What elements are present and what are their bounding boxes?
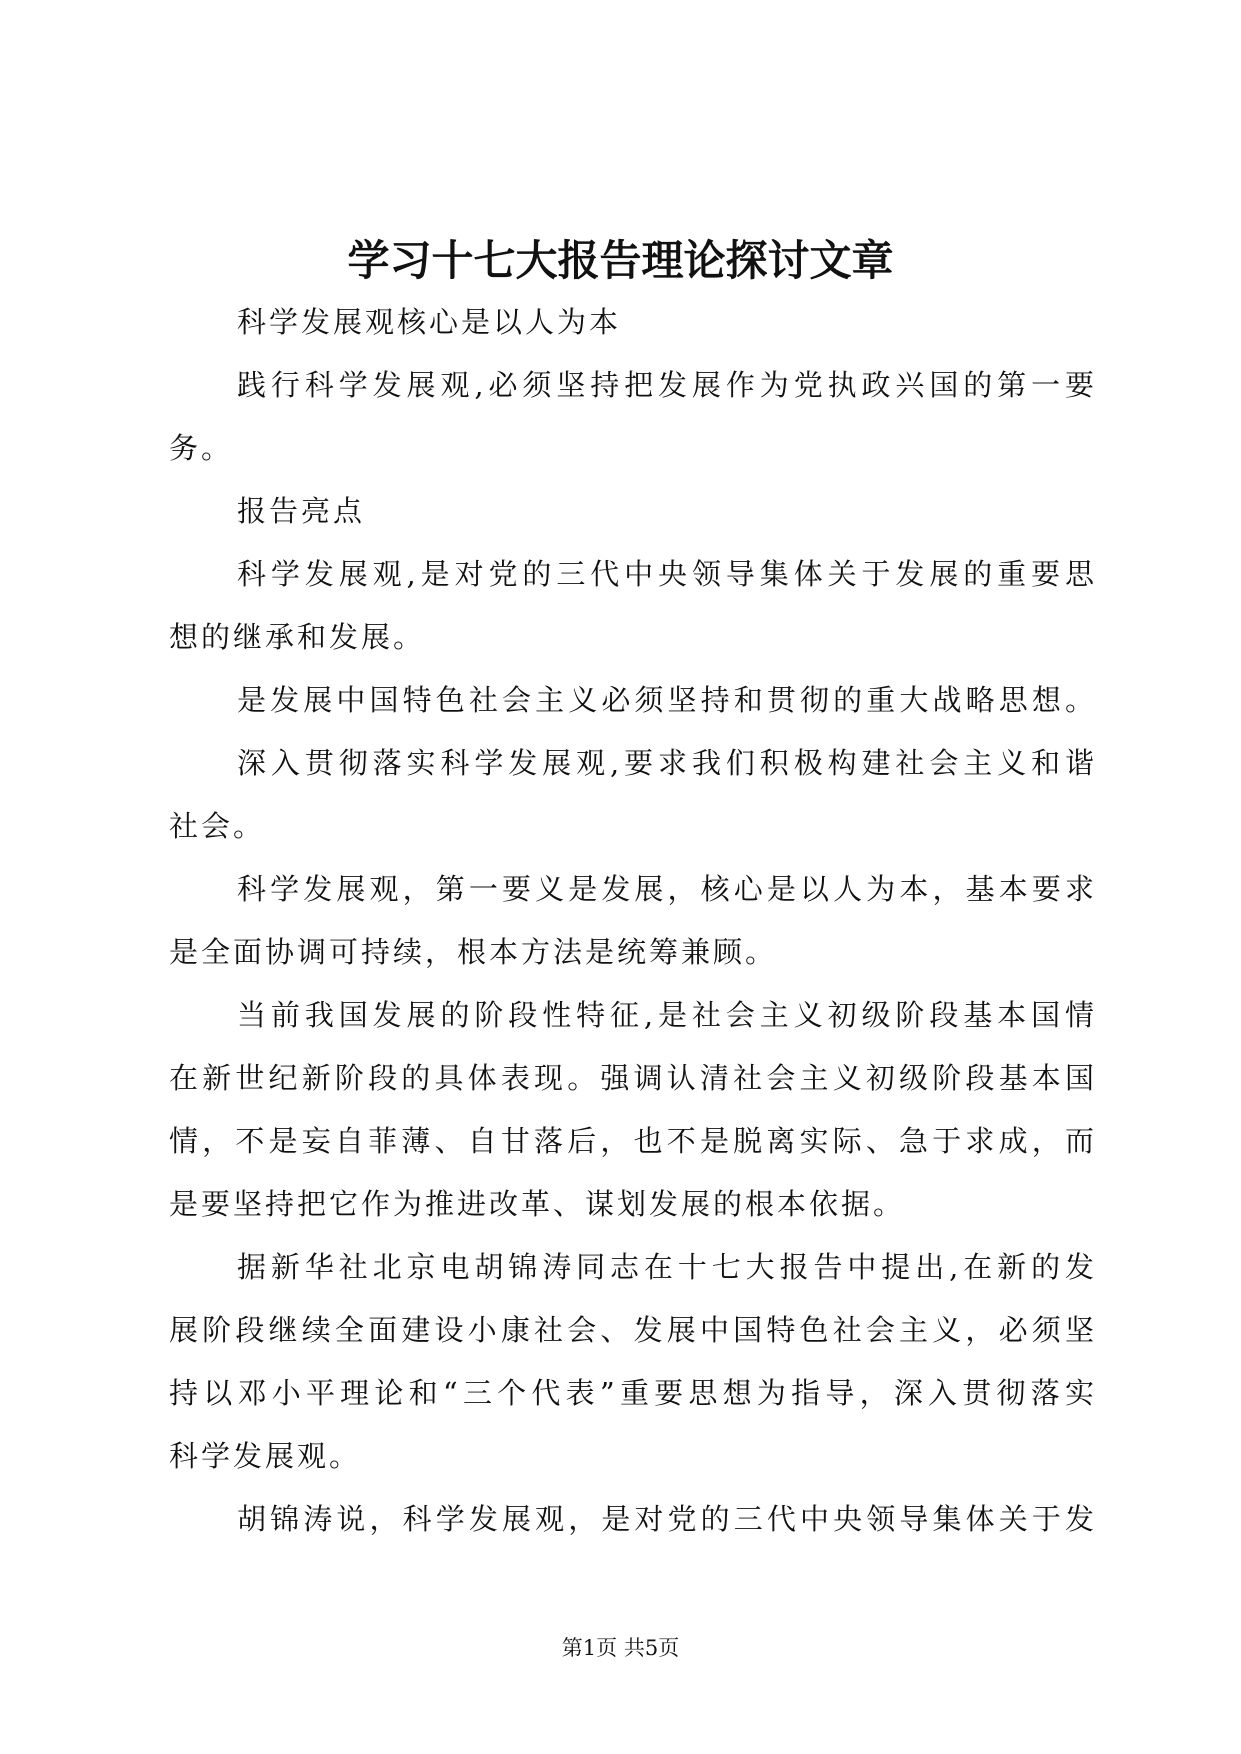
text-line: 务。: [169, 431, 234, 465]
text-line: 是全面协调可持续，根本方法是统筹兼顾。: [169, 935, 778, 969]
text-line: 展阶段继续全面建设小康社会、发展中国特色社会主义，必须坚: [169, 1313, 1094, 1347]
text-line: 社会。: [169, 809, 266, 843]
text-line: 据新华社北京电胡锦涛同志在十七大报告中提出,在新的发: [237, 1250, 1094, 1284]
text-line: 情，不是妄自菲薄、自甘落后，也不是脱离实际、急于求成，而: [169, 1124, 1094, 1158]
text-line: 是发展中国特色社会主义必须坚持和贯彻的重大战略思想。: [237, 683, 1094, 717]
text-line: 持以邓小平理论和“三个代表”重要思想为指导，深入贯彻落实: [169, 1376, 1094, 1410]
text-line: 深入贯彻落实科学发展观,要求我们积极构建社会主义和谐: [237, 746, 1094, 780]
text-line: 科学发展观,是对党的三代中央领导集体关于发展的重要思: [237, 557, 1094, 591]
page-footer: 第1页 共5页: [561, 1636, 680, 1660]
text-line: 想的继承和发展。: [169, 620, 426, 654]
text-line: 胡锦涛说，科学发展观，是对党的三代中央领导集体关于发: [237, 1502, 1094, 1536]
text-line: 科学发展观核心是以人为本: [237, 305, 622, 339]
text-line: 科学发展观，第一要义是发展，核心是以人为本，基本要求: [237, 872, 1094, 906]
text-line: 当前我国发展的阶段性特征,是社会主义初级阶段基本国情: [237, 998, 1094, 1032]
text-line: 是要坚持把它作为推进改革、谋划发展的根本依据。: [169, 1187, 906, 1221]
document-body: [169, 300, 1094, 1560]
document-title: 学习十七大报告理论探讨文章: [347, 236, 894, 285]
text-line: 践行科学发展观,必须坚持把发展作为党执政兴国的第一要: [237, 368, 1094, 402]
text-line: 在新世纪新阶段的具体表现。强调认清社会主义初级阶段基本国: [169, 1061, 1094, 1095]
text-line: 科学发展观。: [169, 1439, 362, 1473]
text-line: 报告亮点: [237, 494, 366, 528]
